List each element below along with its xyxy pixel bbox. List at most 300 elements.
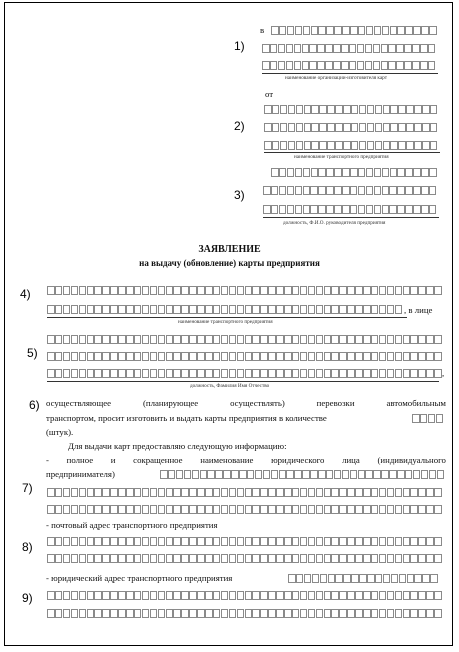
char-cell[interactable] xyxy=(63,352,71,361)
char-cell[interactable] xyxy=(351,123,359,132)
char-cell[interactable] xyxy=(110,335,118,344)
char-cell[interactable] xyxy=(437,470,445,479)
char-cell[interactable] xyxy=(426,335,434,344)
char-cell[interactable] xyxy=(271,205,279,214)
char-cell[interactable] xyxy=(260,488,268,497)
char-cell[interactable] xyxy=(335,574,343,583)
char-cell[interactable] xyxy=(310,470,318,479)
char-cell[interactable] xyxy=(47,591,55,600)
char-cell[interactable] xyxy=(292,286,300,295)
char-cell[interactable] xyxy=(110,286,118,295)
char-cell[interactable] xyxy=(110,488,118,497)
char-cell[interactable] xyxy=(189,286,197,295)
char-cell[interactable] xyxy=(373,44,381,53)
char-cell[interactable] xyxy=(308,591,316,600)
char-cell[interactable] xyxy=(414,123,422,132)
char-cell[interactable] xyxy=(347,286,355,295)
char-cell[interactable] xyxy=(342,186,350,195)
char-cell[interactable] xyxy=(428,414,436,423)
char-cell[interactable] xyxy=(166,554,174,563)
char-cell[interactable] xyxy=(374,186,382,195)
char-cell[interactable] xyxy=(371,554,379,563)
char-cell[interactable] xyxy=(252,554,260,563)
char-cell[interactable] xyxy=(79,369,87,378)
char-cell[interactable] xyxy=(418,488,426,497)
char-cell[interactable] xyxy=(237,609,245,618)
char-cell[interactable] xyxy=(71,352,79,361)
char-cell[interactable] xyxy=(245,369,253,378)
char-cell[interactable] xyxy=(383,123,391,132)
char-cell[interactable] xyxy=(371,537,379,546)
char-cell[interactable] xyxy=(308,609,316,618)
char-cell[interactable] xyxy=(388,61,396,70)
char-cell[interactable] xyxy=(309,61,317,70)
char-cell[interactable] xyxy=(63,591,71,600)
char-cell[interactable] xyxy=(55,554,63,563)
char-cell[interactable] xyxy=(94,591,102,600)
char-cell[interactable] xyxy=(94,488,102,497)
char-cell[interactable] xyxy=(395,369,403,378)
char-cell[interactable] xyxy=(221,609,229,618)
char-cell[interactable] xyxy=(229,286,237,295)
char-cell[interactable] xyxy=(310,186,318,195)
char-cell[interactable] xyxy=(252,352,260,361)
char-cell[interactable] xyxy=(295,186,303,195)
char-cell[interactable] xyxy=(264,105,272,114)
char-cell[interactable] xyxy=(279,26,287,35)
char-cell[interactable] xyxy=(316,305,324,314)
char-cell[interactable] xyxy=(237,352,245,361)
char-cell[interactable] xyxy=(355,537,363,546)
char-cell[interactable] xyxy=(434,335,442,344)
char-cell[interactable] xyxy=(221,505,229,514)
char-cell[interactable] xyxy=(63,554,71,563)
char-cell[interactable] xyxy=(181,369,189,378)
char-cell[interactable] xyxy=(371,286,379,295)
char-cell[interactable] xyxy=(181,537,189,546)
char-cell[interactable] xyxy=(331,305,339,314)
char-cell[interactable] xyxy=(213,488,221,497)
char-cell[interactable] xyxy=(421,186,429,195)
char-cell[interactable] xyxy=(366,26,374,35)
char-cell[interactable] xyxy=(287,186,295,195)
char-cell[interactable] xyxy=(373,470,381,479)
char-cell[interactable] xyxy=(418,591,426,600)
char-cell[interactable] xyxy=(71,488,79,497)
char-cell[interactable] xyxy=(316,286,324,295)
char-cell[interactable] xyxy=(371,505,379,514)
char-cell[interactable] xyxy=(94,305,102,314)
char-cell[interactable] xyxy=(410,286,418,295)
char-cell[interactable] xyxy=(134,488,142,497)
char-cell[interactable] xyxy=(341,61,349,70)
char-cell[interactable] xyxy=(355,305,363,314)
char-cell[interactable] xyxy=(325,61,333,70)
char-cell[interactable] xyxy=(102,335,110,344)
char-cell[interactable] xyxy=(316,537,324,546)
char-cell[interactable] xyxy=(278,61,286,70)
char-cell[interactable] xyxy=(429,26,437,35)
char-cell[interactable] xyxy=(150,286,158,295)
char-cell[interactable] xyxy=(371,609,379,618)
char-cell[interactable] xyxy=(276,488,284,497)
char-cell[interactable] xyxy=(94,352,102,361)
char-cell[interactable] xyxy=(173,369,181,378)
char-cell[interactable] xyxy=(231,470,239,479)
char-cell[interactable] xyxy=(317,44,325,53)
char-cell[interactable] xyxy=(55,591,63,600)
char-cell[interactable] xyxy=(221,554,229,563)
char-cell[interactable] xyxy=(387,591,395,600)
char-cell[interactable] xyxy=(383,141,391,150)
quantity-cells[interactable] xyxy=(412,414,444,424)
head-cells-row[interactable] xyxy=(263,205,437,215)
char-cell[interactable] xyxy=(412,44,420,53)
char-cell[interactable] xyxy=(237,305,245,314)
char-cell[interactable] xyxy=(326,205,334,214)
char-cell[interactable] xyxy=(126,352,134,361)
char-cell[interactable] xyxy=(358,186,366,195)
char-cell[interactable] xyxy=(430,141,438,150)
char-cell[interactable] xyxy=(355,335,363,344)
char-cell[interactable] xyxy=(365,470,373,479)
char-cell[interactable] xyxy=(79,352,87,361)
char-cell[interactable] xyxy=(118,352,126,361)
char-cell[interactable] xyxy=(173,286,181,295)
char-cell[interactable] xyxy=(205,609,213,618)
char-cell[interactable] xyxy=(403,352,411,361)
char-cell[interactable] xyxy=(350,186,358,195)
char-cell[interactable] xyxy=(118,591,126,600)
char-cell[interactable] xyxy=(160,470,168,479)
char-cell[interactable] xyxy=(387,335,395,344)
char-cell[interactable] xyxy=(339,335,347,344)
char-cell[interactable] xyxy=(173,505,181,514)
char-cell[interactable] xyxy=(268,609,276,618)
char-cell[interactable] xyxy=(335,141,343,150)
char-cell[interactable] xyxy=(391,574,399,583)
char-cell[interactable] xyxy=(158,352,166,361)
char-cell[interactable] xyxy=(294,470,302,479)
char-cell[interactable] xyxy=(71,335,79,344)
char-cell[interactable] xyxy=(158,335,166,344)
char-cell[interactable] xyxy=(381,44,389,53)
char-cell[interactable] xyxy=(166,286,174,295)
char-cell[interactable] xyxy=(47,352,55,361)
char-cell[interactable] xyxy=(268,591,276,600)
char-cell[interactable] xyxy=(379,537,387,546)
char-cell[interactable] xyxy=(326,168,334,177)
char-cell[interactable] xyxy=(279,186,287,195)
char-cell[interactable] xyxy=(434,591,442,600)
char-cell[interactable] xyxy=(319,123,327,132)
char-cell[interactable] xyxy=(413,470,421,479)
char-cell[interactable] xyxy=(410,505,418,514)
char-cell[interactable] xyxy=(407,574,415,583)
char-cell[interactable] xyxy=(189,352,197,361)
char-cell[interactable] xyxy=(343,574,351,583)
char-cell[interactable] xyxy=(205,554,213,563)
char-cell[interactable] xyxy=(197,537,205,546)
char-cell[interactable] xyxy=(395,335,403,344)
char-cell[interactable] xyxy=(359,105,367,114)
char-cell[interactable] xyxy=(318,186,326,195)
char-cell[interactable] xyxy=(284,335,292,344)
char-cell[interactable] xyxy=(166,609,174,618)
char-cell[interactable] xyxy=(318,168,326,177)
char-cell[interactable] xyxy=(335,105,343,114)
char-cell[interactable] xyxy=(375,141,383,150)
char-cell[interactable] xyxy=(270,61,278,70)
char-cell[interactable] xyxy=(71,305,79,314)
char-cell[interactable] xyxy=(363,488,371,497)
char-cell[interactable] xyxy=(303,186,311,195)
char-cell[interactable] xyxy=(303,205,311,214)
char-cell[interactable] xyxy=(55,305,63,314)
char-cell[interactable] xyxy=(47,554,55,563)
char-cell[interactable] xyxy=(288,105,296,114)
char-cell[interactable] xyxy=(303,168,311,177)
char-cell[interactable] xyxy=(126,554,134,563)
char-cell[interactable] xyxy=(324,352,332,361)
char-cell[interactable] xyxy=(295,26,303,35)
char-cell[interactable] xyxy=(363,505,371,514)
char-cell[interactable] xyxy=(268,369,276,378)
char-cell[interactable] xyxy=(316,335,324,344)
char-cell[interactable] xyxy=(63,335,71,344)
char-cell[interactable] xyxy=(280,123,288,132)
char-cell[interactable] xyxy=(189,537,197,546)
char-cell[interactable] xyxy=(351,105,359,114)
char-cell[interactable] xyxy=(324,335,332,344)
char-cell[interactable] xyxy=(318,205,326,214)
char-cell[interactable] xyxy=(403,591,411,600)
char-cell[interactable] xyxy=(229,369,237,378)
char-cell[interactable] xyxy=(284,369,292,378)
char-cell[interactable] xyxy=(350,26,358,35)
char-cell[interactable] xyxy=(197,591,205,600)
char-cell[interactable] xyxy=(300,286,308,295)
char-cell[interactable] xyxy=(268,488,276,497)
char-cell[interactable] xyxy=(229,505,237,514)
char-cell[interactable] xyxy=(262,61,270,70)
char-cell[interactable] xyxy=(181,609,189,618)
char-cell[interactable] xyxy=(158,488,166,497)
char-cell[interactable] xyxy=(324,554,332,563)
char-cell[interactable] xyxy=(395,591,403,600)
char-cell[interactable] xyxy=(390,168,398,177)
char-cell[interactable] xyxy=(418,609,426,618)
char-cell[interactable] xyxy=(413,205,421,214)
char-cell[interactable] xyxy=(142,488,150,497)
char-cell[interactable] xyxy=(331,591,339,600)
char-cell[interactable] xyxy=(134,591,142,600)
char-cell[interactable] xyxy=(79,591,87,600)
char-cell[interactable] xyxy=(94,537,102,546)
char-cell[interactable] xyxy=(403,505,411,514)
char-cell[interactable] xyxy=(87,352,95,361)
char-cell[interactable] xyxy=(237,554,245,563)
char-cell[interactable] xyxy=(379,609,387,618)
char-cell[interactable] xyxy=(118,335,126,344)
char-cell[interactable] xyxy=(142,335,150,344)
char-cell[interactable] xyxy=(428,44,436,53)
char-cell[interactable] xyxy=(252,537,260,546)
char-cell[interactable] xyxy=(308,286,316,295)
char-cell[interactable] xyxy=(414,574,422,583)
char-cell[interactable] xyxy=(286,61,294,70)
char-cell[interactable] xyxy=(47,537,55,546)
char-cell[interactable] xyxy=(279,168,287,177)
char-cell[interactable] xyxy=(213,609,221,618)
char-cell[interactable] xyxy=(421,205,429,214)
char-cell[interactable] xyxy=(426,554,434,563)
char-cell[interactable] xyxy=(304,105,312,114)
char-cell[interactable] xyxy=(319,141,327,150)
char-cell[interactable] xyxy=(47,488,55,497)
char-cell[interactable] xyxy=(252,609,260,618)
char-cell[interactable] xyxy=(221,305,229,314)
char-cell[interactable] xyxy=(245,352,253,361)
char-cell[interactable] xyxy=(318,470,326,479)
char-cell[interactable] xyxy=(189,609,197,618)
char-cell[interactable] xyxy=(110,537,118,546)
char-cell[interactable] xyxy=(47,369,55,378)
char-cell[interactable] xyxy=(410,554,418,563)
char-cell[interactable] xyxy=(126,305,134,314)
char-cell[interactable] xyxy=(382,168,390,177)
char-cell[interactable] xyxy=(343,123,351,132)
char-cell[interactable] xyxy=(294,61,302,70)
char-cell[interactable] xyxy=(276,286,284,295)
char-cell[interactable] xyxy=(181,286,189,295)
char-cell[interactable] xyxy=(173,488,181,497)
char-cell[interactable] xyxy=(263,205,271,214)
char-cell[interactable] xyxy=(371,591,379,600)
char-cell[interactable] xyxy=(359,123,367,132)
char-cell[interactable] xyxy=(410,591,418,600)
char-cell[interactable] xyxy=(150,488,158,497)
char-cell[interactable] xyxy=(387,609,395,618)
char-cell[interactable] xyxy=(397,26,405,35)
char-cell[interactable] xyxy=(318,26,326,35)
char-cell[interactable] xyxy=(430,574,438,583)
char-cell[interactable] xyxy=(237,335,245,344)
char-cell[interactable] xyxy=(102,352,110,361)
char-cell[interactable] xyxy=(87,286,95,295)
char-cell[interactable] xyxy=(363,537,371,546)
char-cell[interactable] xyxy=(404,44,412,53)
char-cell[interactable] xyxy=(410,609,418,618)
char-cell[interactable] xyxy=(134,537,142,546)
char-cell[interactable] xyxy=(379,335,387,344)
char-cell[interactable] xyxy=(292,537,300,546)
char-cell[interactable] xyxy=(197,609,205,618)
char-cell[interactable] xyxy=(173,537,181,546)
char-cell[interactable] xyxy=(434,554,442,563)
char-cell[interactable] xyxy=(390,141,398,150)
char-cell[interactable] xyxy=(55,537,63,546)
char-cell[interactable] xyxy=(363,286,371,295)
char-cell[interactable] xyxy=(302,61,310,70)
char-cell[interactable] xyxy=(292,488,300,497)
char-cell[interactable] xyxy=(418,335,426,344)
char-cell[interactable] xyxy=(300,488,308,497)
char-cell[interactable] xyxy=(300,591,308,600)
char-cell[interactable] xyxy=(422,574,430,583)
char-cell[interactable] xyxy=(229,591,237,600)
char-cell[interactable] xyxy=(422,123,430,132)
char-cell[interactable] xyxy=(339,505,347,514)
char-cell[interactable] xyxy=(181,554,189,563)
full-name-cells[interactable] xyxy=(47,505,442,515)
char-cell[interactable] xyxy=(197,554,205,563)
char-cell[interactable] xyxy=(166,369,174,378)
char-cell[interactable] xyxy=(268,537,276,546)
char-cell[interactable] xyxy=(260,609,268,618)
char-cell[interactable] xyxy=(55,369,63,378)
char-cell[interactable] xyxy=(300,609,308,618)
char-cell[interactable] xyxy=(158,591,166,600)
char-cell[interactable] xyxy=(229,488,237,497)
char-cell[interactable] xyxy=(365,61,373,70)
char-cell[interactable] xyxy=(263,186,271,195)
char-cell[interactable] xyxy=(63,369,71,378)
char-cell[interactable] xyxy=(284,305,292,314)
char-cell[interactable] xyxy=(389,470,397,479)
char-cell[interactable] xyxy=(379,352,387,361)
char-cell[interactable] xyxy=(403,537,411,546)
char-cell[interactable] xyxy=(403,369,411,378)
char-cell[interactable] xyxy=(184,470,192,479)
char-cell[interactable] xyxy=(327,105,335,114)
char-cell[interactable] xyxy=(150,591,158,600)
company-name-cells[interactable] xyxy=(47,286,442,296)
char-cell[interactable] xyxy=(316,554,324,563)
char-cell[interactable] xyxy=(260,591,268,600)
char-cell[interactable] xyxy=(126,369,134,378)
char-cell[interactable] xyxy=(342,205,350,214)
char-cell[interactable] xyxy=(434,537,442,546)
char-cell[interactable] xyxy=(347,554,355,563)
char-cell[interactable] xyxy=(367,105,375,114)
char-cell[interactable] xyxy=(150,352,158,361)
char-cell[interactable] xyxy=(118,609,126,618)
char-cell[interactable] xyxy=(395,305,403,314)
char-cell[interactable] xyxy=(287,26,295,35)
char-cell[interactable] xyxy=(245,591,253,600)
char-cell[interactable] xyxy=(110,591,118,600)
char-cell[interactable] xyxy=(71,554,79,563)
char-cell[interactable] xyxy=(303,26,311,35)
char-cell[interactable] xyxy=(173,554,181,563)
char-cell[interactable] xyxy=(359,574,367,583)
char-cell[interactable] xyxy=(102,488,110,497)
char-cell[interactable] xyxy=(418,286,426,295)
char-cell[interactable] xyxy=(126,335,134,344)
char-cell[interactable] xyxy=(342,470,350,479)
char-cell[interactable] xyxy=(371,369,379,378)
char-cell[interactable] xyxy=(365,44,373,53)
char-cell[interactable] xyxy=(268,505,276,514)
char-cell[interactable] xyxy=(355,488,363,497)
char-cell[interactable] xyxy=(414,141,422,150)
char-cell[interactable] xyxy=(387,305,395,314)
char-cell[interactable] xyxy=(87,488,95,497)
char-cell[interactable] xyxy=(434,505,442,514)
char-cell[interactable] xyxy=(71,537,79,546)
char-cell[interactable] xyxy=(410,488,418,497)
